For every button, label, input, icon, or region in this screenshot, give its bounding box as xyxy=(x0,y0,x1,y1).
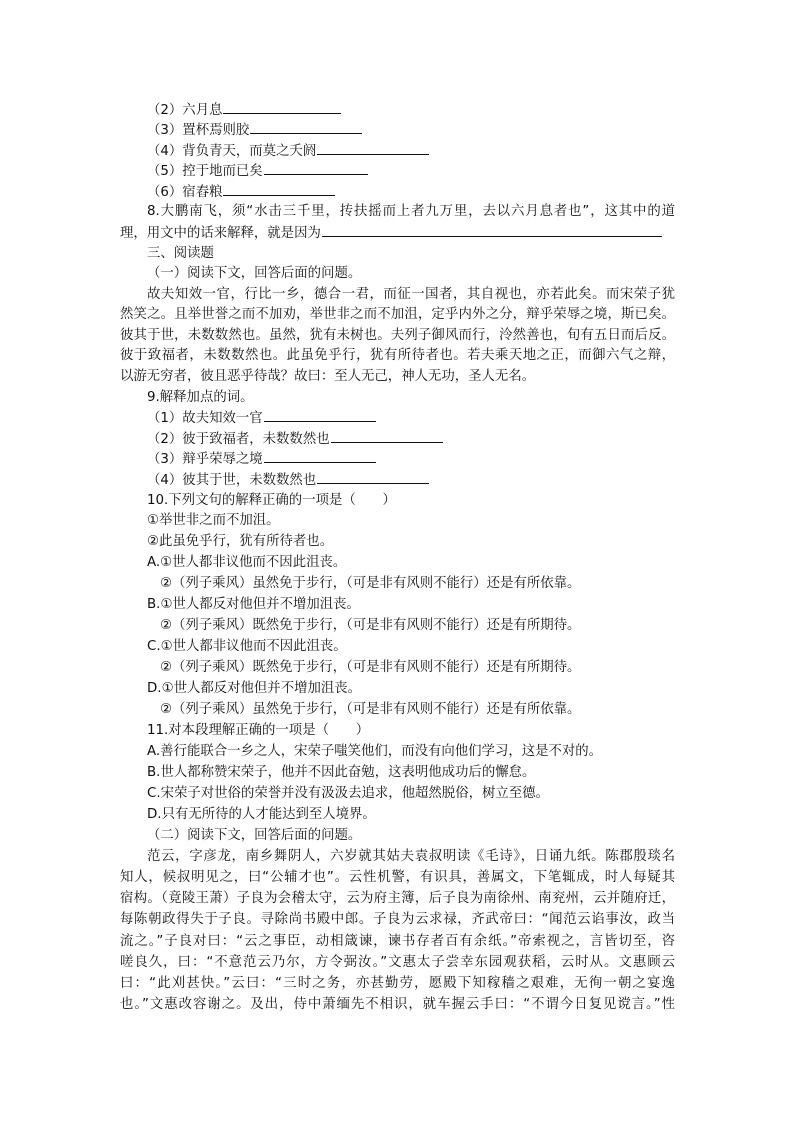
q11-option-b[interactable]: B.世人都称赞宋荣子，他并不因此奋勉，这表明他成功后的懈怠。 xyxy=(147,765,536,780)
q10-option-b-1[interactable]: B.①世人都反对他但并不增加沮丧。 xyxy=(147,597,360,612)
q9-item-1 xyxy=(147,408,376,429)
q7-item-6-text: （6）宿舂粮 xyxy=(147,185,223,200)
passage2-line: 知人，候叔明见之，曰“公辅才也”。云性机警，有识具，善属文，下笔辄成，时人每疑其 xyxy=(120,870,675,885)
q10-sentence-2: ②此虽免乎行，犹有所待者也。 xyxy=(147,534,334,549)
answer-blank[interactable] xyxy=(223,100,341,114)
q10-sentence-1: ①举世非之而不加沮。 xyxy=(147,513,280,528)
answer-blank[interactable] xyxy=(264,161,368,175)
passage1-line: 然笑之。且举世誉之而不加劝，举世非之而不加沮，定乎内外之分，辩乎荣辱之境，斯已矣。 xyxy=(120,307,675,322)
q9-item-3-text: （3）辩乎荣辱之境 xyxy=(147,452,263,467)
passage2-line: 曰：“此刈甚快。”云曰：“三时之务，亦甚勤劳，愿殿下知稼穑之艰难，无徇一朝之宴逸 xyxy=(120,976,675,991)
q11-option-d[interactable]: D.只有无所待的人才能达到至人境界。 xyxy=(147,807,376,822)
answer-blank[interactable] xyxy=(317,470,429,484)
passage2-line: 宿构。（竟陵王萧）子良为会稽太守，云为府主簿，后子良为南徐州、南兖州，云并随府迁， xyxy=(120,891,675,906)
passage2-line: 嗟良久，曰：“不意范云乃尔，方令弼汝。”文惠太子尝幸东园观获稻，云时从。文惠顾云 xyxy=(120,955,675,970)
passage2-line: 也。”文惠改容谢之。及出，侍中萧缅先不相识，就车握云手曰：“不谓今日复见谠言。”性 xyxy=(120,997,675,1012)
passage1-line: 故夫知效一官，行比一乡，德合一君，而征一国者，其自视也，亦若此矣。而宋荣子犹 xyxy=(147,287,675,302)
answer-blank[interactable] xyxy=(317,141,429,155)
q8-line-1: 8.大鹏南飞，须“水击三千里，抟扶摇而上者九万里，去以六月息者也”，这其中的道 xyxy=(147,204,675,219)
q9-item-1-text: （1）故夫知效一官 xyxy=(147,411,263,426)
q10-option-d-2: ②（列子乘风）虽然免于步行，（可是非有风则不能行）还是有所依靠。 xyxy=(160,702,581,717)
q10-option-a-2: ②（列子乘风）虽然免于步行，（可是非有风则不能行）还是有所依靠。 xyxy=(160,576,581,591)
q7-item-2-text: （2）六月息 xyxy=(147,103,223,118)
q9-item-4 xyxy=(147,470,429,491)
q7-item-4-text: （4）背负青天，而莫之夭阏 xyxy=(147,144,317,159)
answer-blank[interactable] xyxy=(322,223,662,237)
answer-blank[interactable] xyxy=(331,429,443,443)
q11-option-c[interactable]: C.宋荣子对世俗的荣誉并没有汲汲去追求，他超然脱俗，树立至德。 xyxy=(147,786,549,801)
q9-item-2-text: （2）彼于致福者，未数数然也 xyxy=(147,432,330,447)
part-2-title: （二）阅读下文，回答后面的问题。 xyxy=(147,828,362,843)
q11-option-a[interactable]: A.善行能联合一乡之人，宋荣子嗤笑他们，而没有向他们学习，这是不对的。 xyxy=(147,744,603,759)
answer-blank[interactable] xyxy=(223,182,335,196)
q7-item-6 xyxy=(147,182,335,203)
passage2-line: 流之。”子良对曰：“云之事臣，动相箴谏，谏书存者百有余纸。”帝索视之，言皆切至，咨 xyxy=(120,934,675,949)
q10-option-d-1[interactable]: D.①世人都反对他但并不增加沮丧。 xyxy=(147,681,362,696)
passage1-line: 彼于致福者，未数数然也。此虽免乎行，犹有所待者也。若夫乘天地之正，而御六气之辩， xyxy=(120,348,675,363)
q7-item-4 xyxy=(147,141,429,162)
passage2-line: 范云，字彦龙，南乡舞阴人，六岁就其姑夫袁叔明读《毛诗》，日诵九纸。陈郡殷琰名 xyxy=(147,849,675,864)
passage2-line: 每陈朝政得失于子良。寻除尚书殿中郎。子良为云求禄，齐武帝曰：“闻范云谄事汝，政当 xyxy=(120,912,675,927)
part-1-title: （一）阅读下文，回答后面的问题。 xyxy=(147,266,362,281)
q9-item-2 xyxy=(147,429,443,450)
q7-item-2 xyxy=(147,100,341,121)
passage1-line: 彼其于世，未数数然也。虽然，犹有未树也。夫列子御风而行，泠然善也，旬有五日而后反。 xyxy=(120,328,675,343)
q7-item-3 xyxy=(147,120,362,141)
q9-title: 9.解释加点的词。 xyxy=(147,390,254,405)
q10-option-c-1[interactable]: C.①世人都非议他而不因此沮丧。 xyxy=(147,639,347,654)
q7-item-5-text: （5）控于地而已矣 xyxy=(147,164,263,179)
q9-item-4-text: （4）彼其于世，未数数然也 xyxy=(147,473,317,488)
q8-line-2-text: 理，用文中的话来解释，就是因为 xyxy=(120,226,321,241)
q10-option-a-1[interactable]: A.①世人都非议他而不因此沮丧。 xyxy=(147,555,347,570)
q9-item-3 xyxy=(147,449,376,470)
q11-title: 11.对本段理解正确的一项是（ ） xyxy=(147,723,370,738)
passage1-line: 以游无穷者，彼且恶乎待哉？故曰：至人无己，神人无功，圣人无名。 xyxy=(120,369,536,384)
q7-item-3-text: （3）置杯焉则胶 xyxy=(147,123,250,138)
q10-title: 10.下列文句的解释正确的一项是（ ） xyxy=(147,493,396,508)
section-3-title: 三、阅读题 xyxy=(147,246,214,261)
answer-blank[interactable] xyxy=(250,120,362,134)
q8-line-2 xyxy=(120,223,662,244)
q10-option-c-2: ②（列子乘风）既然免于步行，（可是非有风则不能行）还是有所期待。 xyxy=(160,660,581,675)
q7-item-5 xyxy=(147,161,368,182)
answer-blank[interactable] xyxy=(264,449,376,463)
q10-option-b-2: ②（列子乘风）既然免于步行，（可是非有风则不能行）还是有所期待。 xyxy=(160,618,581,633)
answer-blank[interactable] xyxy=(264,408,376,422)
